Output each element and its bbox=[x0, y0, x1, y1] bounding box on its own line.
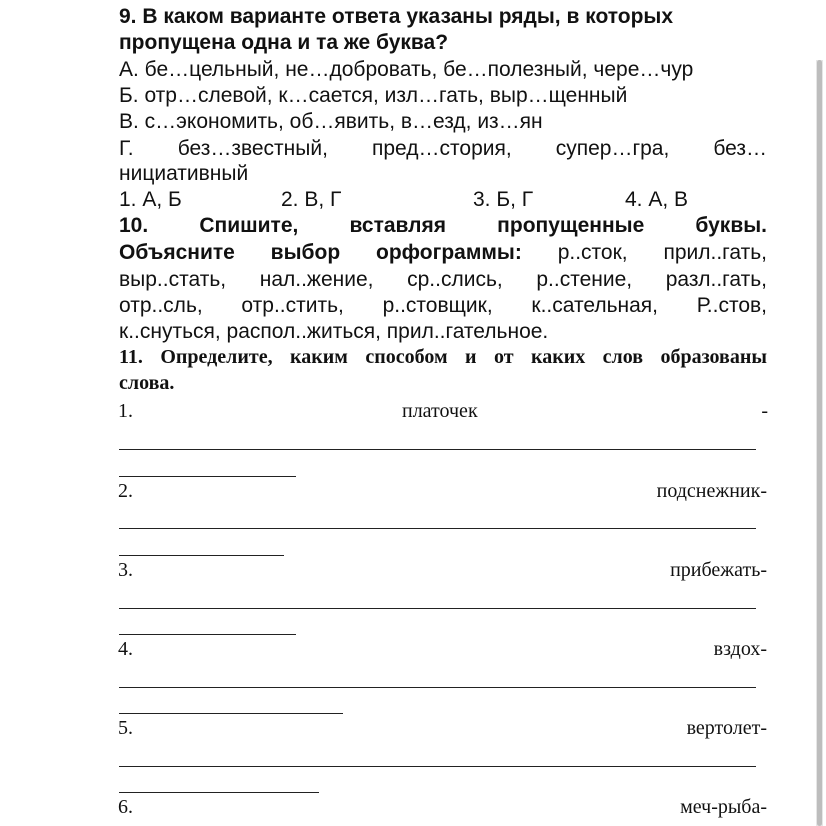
q11-item-4-number: 4. bbox=[118, 638, 133, 660]
q11-item-4-answer-line-2[interactable] bbox=[119, 713, 343, 714]
scrollbar-thumb[interactable] bbox=[817, 60, 822, 826]
q11-item-3-answer-line[interactable] bbox=[119, 608, 756, 609]
q11-item-3-answer-line-2[interactable] bbox=[119, 634, 296, 635]
q9-option-g-line-1: Г. без…звестный, пред…стория, супер…гра, без… bbox=[119, 137, 767, 160]
vertical-scrollbar[interactable] bbox=[816, 60, 823, 826]
q11-item-5-word: вертолет- bbox=[686, 717, 767, 739]
q9-option-b: Б. отр…слевой, к…сается, изл…гать, выр…щенный bbox=[119, 84, 628, 107]
q11-item-3-number: 3. bbox=[118, 559, 133, 581]
q10-line-2 bbox=[119, 240, 767, 266]
q11-item-1-word: платочек bbox=[402, 400, 478, 422]
q10-instruction: Объясните выбор орфограммы: bbox=[119, 241, 522, 264]
q9-option-v: В. с…экономить, об…явить, в…езд, из…ян bbox=[119, 110, 543, 133]
q11-item-1-number: 1. bbox=[118, 400, 133, 422]
q11-item-5-number: 5. bbox=[118, 717, 133, 739]
q9-title-line-1: 9. В каком варианте ответа указаны ряды, в которых bbox=[119, 5, 674, 28]
q9-answer-2: 2. В, Г bbox=[281, 188, 342, 211]
q9-answer-4: 4. А, В bbox=[625, 188, 689, 211]
q10-words-1: р..сток, прил..гать, bbox=[521, 241, 767, 264]
q11-title-line-2: слова. bbox=[119, 372, 175, 394]
q10-line-3: выр..стать, нал..жение, ср..слись, р..стение, разл..гать, bbox=[119, 268, 767, 291]
q11-item-2-answer-line[interactable] bbox=[119, 528, 756, 529]
q9-answer-3: 3. Б, Г bbox=[473, 188, 534, 211]
q10-line-5: к..снуться, распол..житься, прил..гательное. bbox=[119, 320, 549, 343]
q11-item-6-word: меч-рыба- bbox=[680, 796, 767, 818]
q11-item-5-answer-line-2[interactable] bbox=[119, 792, 319, 793]
q11-item-2-number: 2. bbox=[118, 480, 133, 502]
q11-item-5-answer-line[interactable] bbox=[119, 766, 756, 767]
q11-item-4-word: вздох- bbox=[713, 638, 767, 660]
q9-option-a: А. бе…цельный, не…добровать, бе…полезный, чере…чур bbox=[119, 58, 694, 81]
q11-item-4-answer-line[interactable] bbox=[119, 687, 756, 688]
q11-item-1-dash: - bbox=[761, 400, 768, 422]
q9-answer-1: 1. А, Б bbox=[119, 188, 182, 211]
q9-title-line-2: пропущена одна и та же буква? bbox=[119, 31, 449, 54]
q11-item-3-word: прибежать- bbox=[670, 559, 767, 581]
q11-item-2-word: подснежник- bbox=[656, 480, 767, 502]
q11-item-2-answer-line-2[interactable] bbox=[119, 555, 284, 556]
q11-item-1-answer-line[interactable] bbox=[119, 449, 756, 450]
q9-option-g-line-2: нициативный bbox=[119, 162, 249, 185]
q11-item-6-number: 6. bbox=[118, 796, 133, 818]
q10-title: 10. Спишите, вставляя пропущенные буквы. bbox=[119, 214, 767, 237]
q11-item-1-answer-line-2[interactable] bbox=[119, 476, 296, 477]
q10-line-4: отр..сль, отр..стить, р..стовщик, к..сательная, Р..стов, bbox=[119, 294, 767, 317]
q11-title-line-1: 11. Определите, каким способом и от каких слов образованы bbox=[119, 346, 767, 368]
